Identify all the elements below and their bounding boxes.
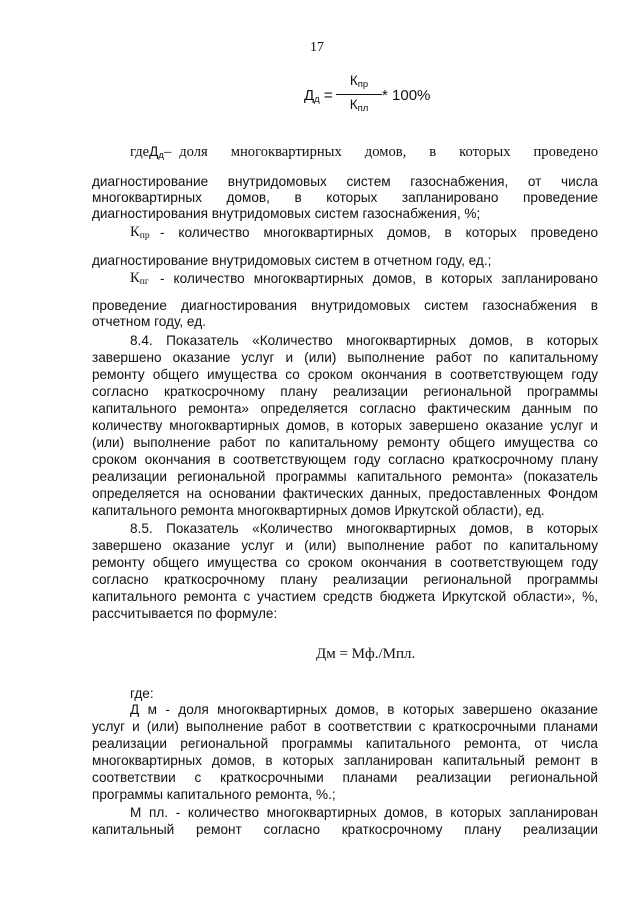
- text-line: завершено оказание услуг и (или) выполнение работ по капитальному: [92, 538, 598, 553]
- numerator-main: К: [349, 73, 358, 88]
- text-line: капитального ремонта многоквартирных домов Иркутской области), ед.: [92, 503, 545, 518]
- text-line: многоквартирных домов, в которых запланирован капитальный ремонт в: [92, 753, 598, 768]
- formula-fraction: [336, 72, 382, 117]
- text-line: 8.5. Показатель «Количество многоквартирных домов, в которых: [130, 521, 598, 536]
- text-line: соответствии с краткосрочными планами реализации региональной: [92, 770, 598, 785]
- text-line: - количество многоквартирных домов, в которых запланировано: [160, 271, 598, 286]
- page-number: 17: [310, 40, 324, 55]
- where1-line: [130, 143, 598, 165]
- text-line: (или) выполнение работ по капитальному ремонту общего имущества со: [92, 435, 598, 450]
- text-line: 8.4. Показатель «Количество многоквартирных домов, в которых: [130, 333, 598, 348]
- formula-equals: =: [323, 87, 333, 104]
- text-line: рассчитывается по формуле:: [92, 606, 278, 621]
- text-line: диагностирования внутридомовых систем газоснабжения, %;: [92, 206, 481, 221]
- kpr-sub: пр: [139, 231, 150, 241]
- text-line: отчетном году, ед.: [92, 314, 206, 329]
- denominator-sub: пл: [357, 103, 369, 114]
- text-line: Д м - доля многоквартирных домов, в которых завершено оказание: [130, 702, 598, 717]
- text-line: согласно краткосрочному плану реализации региональной программы: [92, 572, 598, 587]
- kpg-sub: пг: [139, 277, 149, 287]
- kpr-symbol: [130, 224, 150, 241]
- text-line: ремонту общего имущества со сроком окончания в соответствующем году: [92, 555, 598, 570]
- text-line: диагностирование внутридомовых систем газоснабжения, от числа: [92, 174, 598, 189]
- where1-symbol: [149, 143, 164, 165]
- formula-lhs-sub: д: [314, 94, 320, 105]
- text-line: ремонту общего имущества со сроком окончания в соответствующем году: [92, 367, 598, 382]
- text-line: капитальный ремонт согласно краткосрочному плану реализации: [92, 822, 598, 837]
- text-line: количеству многоквартирных домов, в которых завершено оказание услуг и: [92, 418, 598, 433]
- fraction-bar: [336, 94, 382, 95]
- text-line: завершено оказание услуг и (или) выполнение работ по капитальному: [92, 350, 598, 365]
- formula-lhs-main: Д: [304, 87, 315, 104]
- text-line: диагностирование внутридомовых систем в отчетном году, ед.;: [92, 253, 492, 268]
- where1-symbol-sub: д: [158, 150, 164, 161]
- formula-tail: * 100%: [382, 87, 431, 104]
- text-line: капитального ремонта с участием средств бюджета Иркутской области», %,: [92, 589, 598, 604]
- text-line: программы капитального ремонта, %.;: [92, 787, 336, 802]
- kpr-main: К: [130, 224, 140, 240]
- numerator-sub: пр: [357, 79, 369, 90]
- text-line: - количество многоквартирных домов, в которых проведено: [160, 225, 598, 240]
- text-line: сроком окончания в соответствующем году согласно краткосрочному плану: [92, 452, 598, 467]
- formula-2: Дм = Мф./Мпл.: [316, 646, 416, 662]
- text-line: проведение диагностирования внутридомовых систем газоснабжения в: [92, 298, 598, 313]
- formula-denominator: [336, 96, 382, 117]
- formula-lhs: [304, 87, 333, 105]
- denominator-main: К: [349, 97, 358, 112]
- where1-rest: доля многоквартирных домов, в которых проведено: [179, 144, 598, 160]
- text-line: определяется на основании фактических данных, предоставленных Фондом: [92, 486, 598, 501]
- text-line: реализации региональной программы капитального ремонта, от числа: [92, 736, 598, 751]
- text-line: М пл. - количество многоквартирных домов, в которых запланирован: [130, 805, 598, 820]
- text-line: капитального ремонта» определяется согласно фактическим данным по: [92, 401, 598, 416]
- text-line: многоквартирных домов, в которых запланировано проведение: [92, 190, 598, 205]
- text-line: где:: [130, 686, 154, 701]
- where1-symbol-main: Д: [149, 144, 159, 159]
- formula-numerator: [336, 72, 382, 93]
- text-line: услуг и (или) выполнение работ в соответствии с краткосрочными планами: [92, 719, 598, 734]
- where1-prefix: где: [130, 144, 150, 160]
- where1-dash: –: [163, 144, 172, 160]
- text-line: реализации региональной программы капитального ремонта» (показатель: [92, 469, 598, 484]
- kpg-main: К: [130, 270, 140, 286]
- kpg-symbol: [130, 270, 149, 287]
- text-line: согласно краткосрочному плану реализации региональной программы: [92, 384, 598, 399]
